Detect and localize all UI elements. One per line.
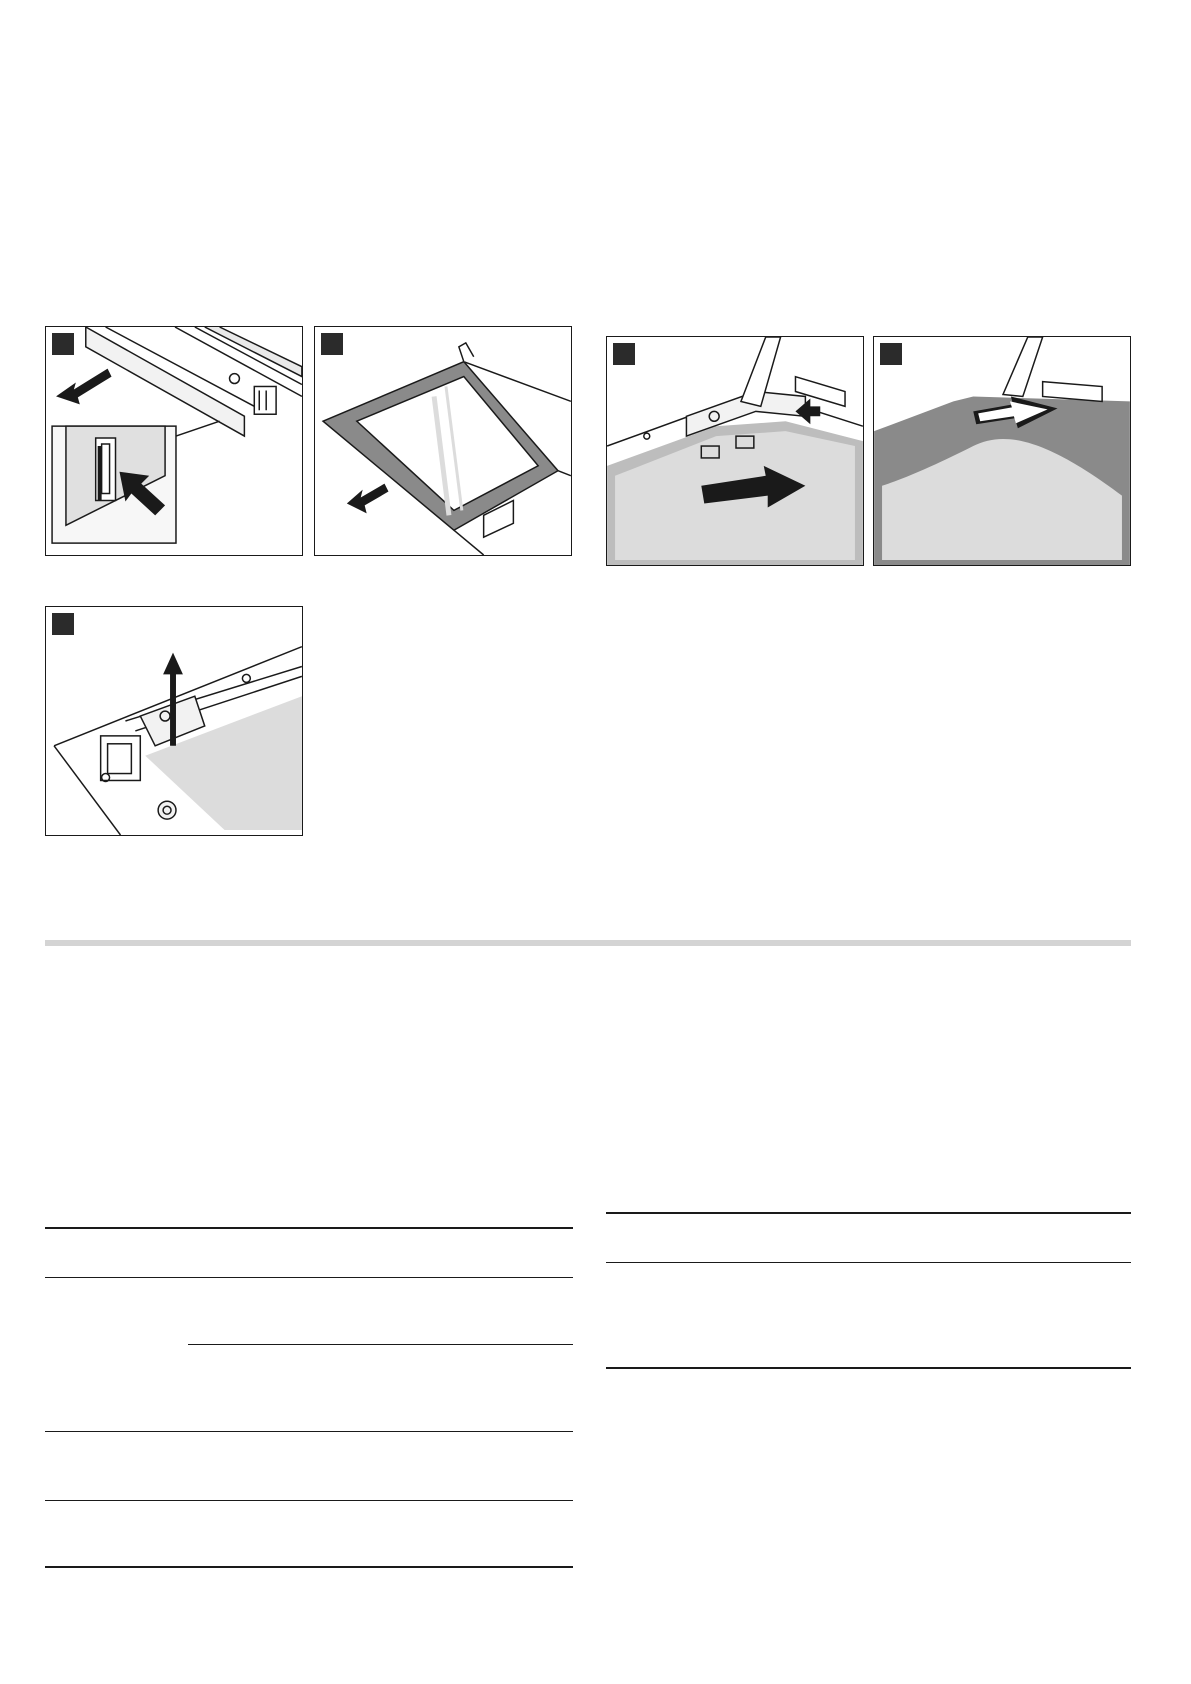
table-rule <box>606 1212 1131 1214</box>
table-rule <box>606 1262 1131 1263</box>
step-badge <box>52 613 74 635</box>
slide-pane-icon <box>874 337 1130 565</box>
figure-panel-d <box>873 336 1131 566</box>
step-badge <box>52 333 74 355</box>
arrow-push-release-icon <box>46 327 302 555</box>
step-badge <box>613 343 635 365</box>
table-rule <box>45 1431 573 1432</box>
step-badge <box>321 333 343 355</box>
slide-in-clip-icon <box>607 337 863 565</box>
figure-panel-b <box>314 326 572 556</box>
table-rule <box>188 1344 573 1345</box>
figure-panel-e <box>45 606 303 836</box>
section-separator <box>45 940 1131 946</box>
figure-panel-c <box>606 336 864 566</box>
table-rule <box>45 1227 573 1229</box>
table-rule <box>45 1277 573 1278</box>
table-rule <box>45 1566 573 1568</box>
figure-panel-a <box>45 326 303 556</box>
glass-pane-remove-icon <box>315 327 571 555</box>
lift-hinge-icon <box>46 607 302 835</box>
step-badge <box>880 343 902 365</box>
table-rule <box>45 1500 573 1501</box>
table-rule <box>606 1367 1131 1369</box>
